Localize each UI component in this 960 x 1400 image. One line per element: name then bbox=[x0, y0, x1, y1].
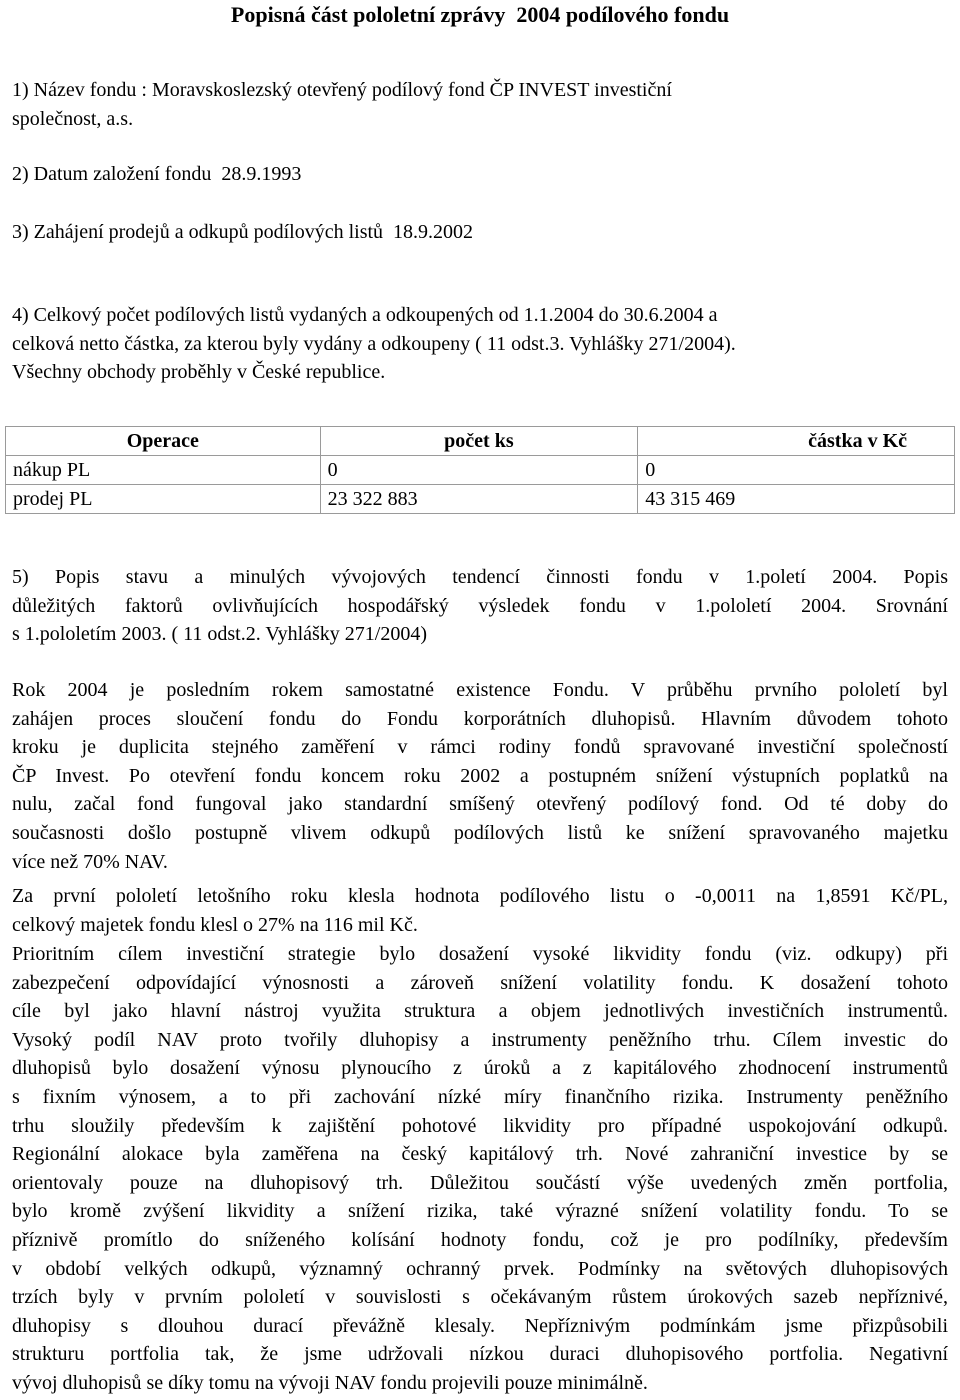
paragraph-line: Za první pololetí letošního roku klesla hodnota podílového listu o -0,0011 na 1,8591 Kč/PL, bbox=[12, 885, 948, 907]
paragraph-line: zabezpečení odpovídající výnosnosti a zároveň snížení volatility fondu. K dosažení tohoto bbox=[12, 971, 948, 994]
paragraph-line: strukturu portfolia tak, že jsme udržovali nízkou duraci dluhopisového portfolia. Negativní bbox=[12, 1343, 948, 1366]
paragraph-line: příznivě promítlo do sníženého kolísání hodnoty fondu, což je pro podílníky, především bbox=[12, 1228, 948, 1251]
item-4-line: celková netto částka, za kterou byly vydány a odkoupeny ( 11 odst.3. Vyhlášky 271/2004). bbox=[12, 332, 736, 355]
paragraph-line: celkový majetek fondu klesl o 27% na 116 mil Kč. bbox=[12, 913, 418, 936]
paragraph-line: Prioritním cílem investiční strategie bylo dosažení vysoké likvidity fondu (viz. odkupy) při bbox=[12, 943, 948, 965]
item-5-line: důležitých faktorů ovlivňujících hospodářský výsledek fondu v 1.pololetí 2004. Srovnání bbox=[12, 594, 948, 617]
paragraph-line: s fixním výnosem, a to při zachování nízké míry finančního rizika. Instrumenty peněžního bbox=[12, 1085, 948, 1108]
paragraph-1 bbox=[12, 676, 948, 876]
paragraph-line: ČP Invest. Po otevření fondu koncem roku 2002 a postupném snížení výstupních poplatků na bbox=[12, 764, 948, 787]
item-2-founding-date bbox=[12, 160, 948, 189]
item-3-sales-start bbox=[12, 218, 948, 247]
operations-table bbox=[5, 426, 955, 514]
header-amount: částka v Kč bbox=[638, 427, 955, 456]
item-3-line: 3) Zahájení prodejů a odkupů podílových listů 18.9.2002 bbox=[12, 221, 474, 243]
item-2-line: 2) Datum založení fondu 28.9.1993 bbox=[12, 163, 302, 185]
header-operation: Operace bbox=[6, 427, 321, 456]
paragraph-line: kroku je duplicita stejného zaměření v rámci rodiny fondů spravované investiční společností bbox=[12, 736, 948, 759]
item-4-line: Všechny obchody proběhly v České republice. bbox=[12, 361, 386, 384]
paragraph-line: současnosti došlo postupně vlivem odkupů podílových listů ke snížení spravovaného majetku bbox=[12, 821, 948, 844]
paragraph-line: v období velkých odkupů, významný ochranný prvek. Podmínky na světových dluhopisových bbox=[12, 1257, 948, 1280]
paragraph-3 bbox=[12, 940, 948, 1398]
table-cell: prodej PL bbox=[6, 485, 321, 514]
item-1-fund-name bbox=[12, 76, 948, 133]
item-4-line: 4) Celkový počet podílových listů vydaných a odkoupených od 1.1.2004 do 30.6.2004 a bbox=[12, 304, 718, 326]
table-cell: 0 bbox=[320, 456, 638, 485]
paragraph-line: Regionální alokace byla zaměřena na český kapitálový trh. Nové zahraniční investice by se bbox=[12, 1143, 948, 1166]
item-1-line: 1) Název fondu : Moravskoslezský otevřený podílový fond ČP INVEST investiční bbox=[12, 79, 672, 101]
table-cell: 0 bbox=[638, 456, 955, 485]
table-cell: 23 322 883 bbox=[320, 485, 638, 514]
table-cell: 43 315 469 bbox=[638, 485, 955, 514]
item-5-line: 5) Popis stavu a minulých vývojových tendencí činnosti fondu v 1.poletí 2004. Popis bbox=[12, 566, 948, 588]
paragraph-line: nulu, začal fond fungoval jako standardní smíšený otevřený podílový fond. Od té doby do bbox=[12, 793, 948, 816]
paragraph-line: zahájen proces sloučení fondu do Fondu korporátních dluhopisů. Hlavním důvodem tohoto bbox=[12, 707, 948, 730]
item-4-units-total bbox=[12, 301, 948, 387]
paragraph-line: trzích byly v prvním pololetí v souvislosti s očekávaným růstem úrokových sazeb nepříznivé, bbox=[12, 1286, 948, 1309]
paragraph-line: cíle byl jako hlavní nástroj využita struktura a objem jednotlivých investičních instrumentů. bbox=[12, 1000, 948, 1023]
table-cell: nákup PL bbox=[6, 456, 321, 485]
table-row bbox=[6, 485, 955, 514]
paragraph-line: vývoj dluhopisů se díky tomu na vývoji NAV fondu projevili pouze minimálně. bbox=[12, 1371, 648, 1394]
paragraph-line: bylo kromě zvýšení likvidity a snížení rizika, také výrazné snížení volatility fondu. To se bbox=[12, 1200, 948, 1223]
paragraph-line: více než 70% NAV. bbox=[12, 850, 168, 873]
paragraph-2 bbox=[12, 882, 948, 939]
paragraph-line: dluhopisů bylo dosažení výnosu plynoucího z úroků a z kapitálového zhodnocení instrumentů bbox=[12, 1057, 948, 1080]
item-5-line: s 1.pololetím 2003. ( 11 odst.2. Vyhlášky 271/2004) bbox=[12, 623, 427, 646]
header-count: počet ks bbox=[320, 427, 638, 456]
paragraph-line: orientovaly pouze na dluhopisový trh. Důležitou součástí výše uvedených změn portfolia, bbox=[12, 1171, 948, 1194]
paragraph-line: Vysoký podíl NAV proto tvořily dluhopisy a instrumenty peněžního trhu. Cílem investic do bbox=[12, 1028, 948, 1051]
document-title: Popisná část pololetní zprávy 2004 podílového fondu bbox=[230, 2, 730, 27]
paragraph-line: dluhopisy s dlouhou durací převážně klesaly. Nepříznivým podmínkám jsme přizpůsobili bbox=[12, 1314, 948, 1337]
table-header-row bbox=[6, 427, 955, 456]
paragraph-line: Rok 2004 je posledním rokem samostatné existence Fondu. V průběhu prvního pololetí byl bbox=[12, 679, 948, 701]
table-row bbox=[6, 456, 955, 485]
item-5-heading bbox=[12, 563, 948, 649]
item-1-line: společnost, a.s. bbox=[12, 107, 134, 130]
paragraph-line: trhu sloužily především k zajištění pohotové likvidity pro případné uspokojování odkupů. bbox=[12, 1114, 948, 1137]
